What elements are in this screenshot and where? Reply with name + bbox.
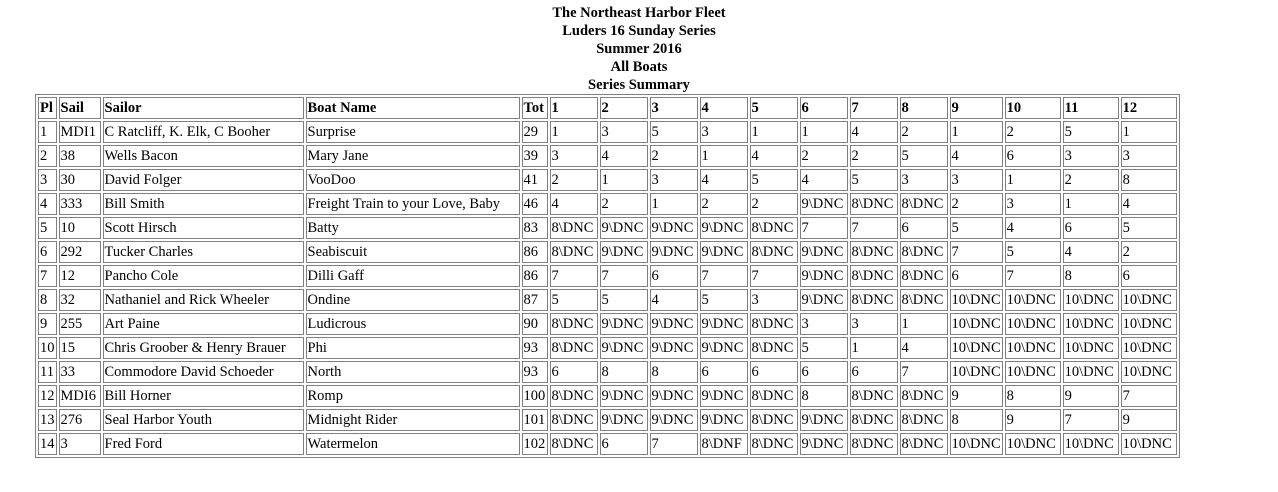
column-header: 8 — [900, 97, 948, 119]
table-cell: 2 — [700, 193, 748, 215]
table-cell: 4 — [750, 145, 798, 167]
table-cell: 9\DNC — [600, 337, 648, 359]
table-cell: 7 — [38, 265, 57, 287]
table-cell: 7 — [1005, 265, 1061, 287]
table-cell: 9\DNC — [600, 313, 648, 335]
table-cell: 3 — [59, 433, 101, 455]
table-cell: 8\DNC — [900, 265, 948, 287]
table-cell: 9\DNC — [800, 409, 848, 431]
table-cell: 10\DNC — [1063, 361, 1119, 383]
table-cell: 6 — [650, 265, 698, 287]
table-cell: 8 — [650, 361, 698, 383]
table-cell: 3 — [1121, 145, 1177, 167]
table-cell: 5 — [1121, 217, 1177, 239]
table-cell: 292 — [59, 241, 101, 263]
table-cell: 2 — [750, 193, 798, 215]
results-table — [35, 94, 1180, 458]
table-cell: 90 — [522, 313, 548, 335]
table-cell: 5 — [750, 169, 798, 191]
table-cell: 2 — [600, 193, 648, 215]
table-cell: 9\DNC — [650, 337, 698, 359]
table-cell: 2 — [1121, 241, 1177, 263]
table-cell: 8\DNC — [750, 217, 798, 239]
table-cell: 8\DNC — [750, 241, 798, 263]
table-cell: 1 — [650, 193, 698, 215]
column-header: Sailor — [103, 97, 304, 119]
table-cell: 8\DNC — [900, 409, 948, 431]
table-cell: 10\DNC — [1121, 313, 1177, 335]
table-row — [38, 361, 1177, 383]
table-cell: 10\DNC — [1063, 337, 1119, 359]
table-cell: 8\DNC — [850, 193, 898, 215]
table-cell: 3 — [700, 121, 748, 143]
table-cell: 6 — [550, 361, 598, 383]
table-row — [38, 145, 1177, 167]
table-cell: Chris Groober & Henry Brauer — [103, 337, 304, 359]
season-title: Summer 2016 — [596, 41, 682, 57]
table-cell: 3 — [750, 289, 798, 311]
table-cell: 9\DNC — [700, 409, 748, 431]
table-cell: 9\DNC — [600, 217, 648, 239]
table-cell: 7 — [1121, 385, 1177, 407]
column-header: 5 — [750, 97, 798, 119]
table-cell: 7 — [850, 217, 898, 239]
column-header: 3 — [650, 97, 698, 119]
table-cell: 3 — [550, 145, 598, 167]
table-cell: 1 — [700, 145, 748, 167]
table-cell: 8\DNC — [850, 265, 898, 287]
table-cell: 2 — [650, 145, 698, 167]
table-cell: 10\DNC — [1063, 289, 1119, 311]
table-row — [38, 241, 1177, 263]
table-cell: 10\DNC — [950, 313, 1003, 335]
table-cell: 1 — [550, 121, 598, 143]
table-cell: 8\DNC — [900, 241, 948, 263]
column-header: 7 — [850, 97, 898, 119]
table-cell: Seabiscuit — [306, 241, 520, 263]
table-cell: Bill Smith — [103, 193, 304, 215]
table-cell: 7 — [650, 433, 698, 455]
table-cell: 6 — [700, 361, 748, 383]
table-cell: Ondine — [306, 289, 520, 311]
table-cell: 9\DNC — [800, 289, 848, 311]
table-cell: 1 — [900, 313, 948, 335]
table-row — [38, 193, 1177, 215]
table-cell: 8\DNC — [900, 385, 948, 407]
table-cell: 10\DNC — [1005, 337, 1061, 359]
table-cell: 8\DNC — [750, 385, 798, 407]
column-header: 1 — [550, 97, 598, 119]
table-row — [38, 265, 1177, 287]
table-cell: 2 — [950, 193, 1003, 215]
table-cell: 32 — [59, 289, 101, 311]
table-cell: Ludicrous — [306, 313, 520, 335]
column-header: Pl — [38, 97, 57, 119]
table-cell: 10\DNC — [1121, 337, 1177, 359]
table-cell: 8\DNC — [750, 433, 798, 455]
table-cell: 5 — [600, 289, 648, 311]
table-cell: 15 — [59, 337, 101, 359]
table-cell: 2 — [900, 121, 948, 143]
column-header: Sail — [59, 97, 101, 119]
table-cell: 102 — [522, 433, 548, 455]
table-cell: 9\DNC — [650, 241, 698, 263]
summary-subtitle: Series Summary — [588, 77, 690, 93]
table-cell: Pancho Cole — [103, 265, 304, 287]
table-cell: 9\DNC — [800, 433, 848, 455]
table-cell: Freight Train to your Love, Baby — [306, 193, 520, 215]
table-cell: 10\DNC — [950, 337, 1003, 359]
table-cell: 5 — [950, 217, 1003, 239]
table-cell: Phi — [306, 337, 520, 359]
table-cell: 9\DNC — [800, 241, 848, 263]
table-cell: 276 — [59, 409, 101, 431]
column-header: Tot — [522, 97, 548, 119]
table-cell: 7 — [750, 265, 798, 287]
table-cell: Commodore David Schoeder — [103, 361, 304, 383]
table-cell: 8\DNC — [900, 433, 948, 455]
table-cell: 7 — [900, 361, 948, 383]
column-header: 4 — [700, 97, 748, 119]
table-cell: 6 — [800, 361, 848, 383]
table-row — [38, 385, 1177, 407]
table-cell: 333 — [59, 193, 101, 215]
column-header: 9 — [950, 97, 1003, 119]
table-cell: 8\DNC — [850, 241, 898, 263]
table-cell: 10 — [59, 217, 101, 239]
table-cell: 41 — [522, 169, 548, 191]
table-cell: C Ratcliff, K. Elk, C Booher — [103, 121, 304, 143]
table-cell: 3 — [600, 121, 648, 143]
page-header — [0, 0, 1278, 94]
table-cell: Art Paine — [103, 313, 304, 335]
table-cell: 8 — [600, 361, 648, 383]
table-cell: 1 — [850, 337, 898, 359]
table-cell: 8\DNC — [850, 409, 898, 431]
table-cell: 8\DNC — [850, 385, 898, 407]
table-cell: Tucker Charles — [103, 241, 304, 263]
table-cell: 5 — [1005, 241, 1061, 263]
table-header-row — [38, 97, 1177, 119]
table-cell: 10\DNC — [950, 361, 1003, 383]
table-cell: 4 — [600, 145, 648, 167]
table-cell: 3 — [950, 169, 1003, 191]
table-cell: 10\DNC — [1005, 313, 1061, 335]
table-cell: 4 — [1121, 193, 1177, 215]
table-cell: 3 — [650, 169, 698, 191]
table-cell: Seal Harbor Youth — [103, 409, 304, 431]
table-cell: 93 — [522, 337, 548, 359]
table-cell: 101 — [522, 409, 548, 431]
table-cell: 1 — [750, 121, 798, 143]
table-cell: 1 — [1063, 193, 1119, 215]
table-cell: Scott Hirsch — [103, 217, 304, 239]
table-cell: 5 — [850, 169, 898, 191]
table-cell: MDI6 — [59, 385, 101, 407]
table-cell: 10\DNC — [1005, 433, 1061, 455]
table-cell: 4 — [900, 337, 948, 359]
table-cell: Romp — [306, 385, 520, 407]
table-cell: 8\DNC — [850, 433, 898, 455]
table-cell: 87 — [522, 289, 548, 311]
table-cell: 2 — [550, 169, 598, 191]
table-cell: 39 — [522, 145, 548, 167]
table-cell: 8 — [38, 289, 57, 311]
table-cell: 4 — [950, 145, 1003, 167]
table-cell: 8\DNC — [850, 289, 898, 311]
table-cell: 93 — [522, 361, 548, 383]
table-cell: 38 — [59, 145, 101, 167]
table-cell: 12 — [38, 385, 57, 407]
table-row — [38, 169, 1177, 191]
table-cell: 1 — [1005, 169, 1061, 191]
table-cell: 2 — [1063, 169, 1119, 191]
table-cell: 8\DNC — [550, 241, 598, 263]
boats-subtitle: All Boats — [610, 59, 668, 75]
table-cell: 9\DNC — [600, 241, 648, 263]
table-cell: 10\DNC — [1121, 433, 1177, 455]
table-cell: 5 — [550, 289, 598, 311]
column-header: Boat Name — [306, 97, 520, 119]
table-cell: 4 — [650, 289, 698, 311]
table-cell: 10\DNC — [1063, 313, 1119, 335]
table-cell: North — [306, 361, 520, 383]
table-cell: 3 — [1063, 145, 1119, 167]
table-cell: 14 — [38, 433, 57, 455]
table-cell: 9\DNC — [700, 337, 748, 359]
table-cell: 8\DNC — [550, 313, 598, 335]
table-cell: 1 — [600, 169, 648, 191]
table-cell: 7 — [800, 217, 848, 239]
series-title: Luders 16 Sunday Series — [562, 23, 716, 39]
table-cell: 10\DNC — [1005, 289, 1061, 311]
table-cell: 6 — [38, 241, 57, 263]
table-cell: 8\DNC — [750, 337, 798, 359]
table-cell: 9\DNC — [600, 385, 648, 407]
table-cell: Fred Ford — [103, 433, 304, 455]
table-row — [38, 313, 1177, 335]
table-cell: 10\DNC — [950, 433, 1003, 455]
table-cell: 2 — [850, 145, 898, 167]
column-header: 2 — [600, 97, 648, 119]
table-row — [38, 409, 1177, 431]
table-row — [38, 217, 1177, 239]
table-cell: 7 — [700, 265, 748, 287]
table-cell: 10 — [38, 337, 57, 359]
table-cell: 9\DNC — [700, 241, 748, 263]
table-cell: 7 — [950, 241, 1003, 263]
table-cell: 8 — [1121, 169, 1177, 191]
table-cell: 10\DNC — [950, 289, 1003, 311]
table-cell: 10\DNC — [1005, 361, 1061, 383]
table-cell: 9 — [1005, 409, 1061, 431]
table-cell: 4 — [800, 169, 848, 191]
table-cell: 5 — [38, 217, 57, 239]
table-cell: 255 — [59, 313, 101, 335]
table-cell: 9 — [1063, 385, 1119, 407]
table-cell: 11 — [38, 361, 57, 383]
table-cell: 5 — [1063, 121, 1119, 143]
table-row — [38, 433, 1177, 455]
table-cell: 9 — [950, 385, 1003, 407]
table-cell: 10\DNC — [1121, 289, 1177, 311]
table-cell: 3 — [1005, 193, 1061, 215]
table-cell: 6 — [1005, 145, 1061, 167]
table-cell: VooDoo — [306, 169, 520, 191]
table-cell: 8\DNC — [750, 409, 798, 431]
table-cell: 100 — [522, 385, 548, 407]
table-cell: 30 — [59, 169, 101, 191]
table-row — [38, 337, 1177, 359]
table-cell: 9\DNC — [700, 217, 748, 239]
table-cell: 4 — [700, 169, 748, 191]
table-cell: 8 — [800, 385, 848, 407]
table-cell: 10\DNC — [1063, 433, 1119, 455]
table-cell: 4 — [1005, 217, 1061, 239]
table-cell: 9\DNC — [600, 409, 648, 431]
table-cell: 6 — [600, 433, 648, 455]
fleet-title: The Northeast Harbor Fleet — [552, 5, 726, 21]
table-cell: 9 — [1121, 409, 1177, 431]
table-cell: 1 — [800, 121, 848, 143]
table-cell: 4 — [38, 193, 57, 215]
table-cell: 8\DNC — [550, 385, 598, 407]
table-cell: 8\DNC — [550, 337, 598, 359]
table-cell: 6 — [750, 361, 798, 383]
table-cell: 9\DNC — [800, 265, 848, 287]
table-cell: 5 — [700, 289, 748, 311]
table-cell: 33 — [59, 361, 101, 383]
table-cell: 6 — [1121, 265, 1177, 287]
table-cell: 9\DNC — [650, 313, 698, 335]
table-cell: David Folger — [103, 169, 304, 191]
table-cell: 8\DNC — [550, 217, 598, 239]
table-cell: 4 — [850, 121, 898, 143]
table-cell: Bill Horner — [103, 385, 304, 407]
table-cell: 86 — [522, 265, 548, 287]
table-cell: 13 — [38, 409, 57, 431]
table-cell: 8\DNC — [900, 289, 948, 311]
table-cell: 10\DNC — [1121, 361, 1177, 383]
table-cell: 9\DNC — [700, 385, 748, 407]
table-cell: 8\DNC — [900, 193, 948, 215]
table-cell: 8 — [1063, 265, 1119, 287]
table-cell: 9 — [38, 313, 57, 335]
table-cell: Batty — [306, 217, 520, 239]
table-cell: 3 — [850, 313, 898, 335]
table-cell: 5 — [900, 145, 948, 167]
table-cell: 2 — [1005, 121, 1061, 143]
table-cell: 3 — [800, 313, 848, 335]
table-cell: 9\DNC — [650, 409, 698, 431]
column-header: 10 — [1005, 97, 1061, 119]
table-cell: Nathaniel and Rick Wheeler — [103, 289, 304, 311]
table-cell: 5 — [800, 337, 848, 359]
table-cell: 1 — [1121, 121, 1177, 143]
table-cell: 6 — [900, 217, 948, 239]
table-cell: 4 — [1063, 241, 1119, 263]
table-cell: 3 — [38, 169, 57, 191]
table-cell: 2 — [800, 145, 848, 167]
table-cell: 7 — [1063, 409, 1119, 431]
table-cell: 29 — [522, 121, 548, 143]
column-header: 6 — [800, 97, 848, 119]
table-row — [38, 121, 1177, 143]
table-cell: 9\DNC — [700, 313, 748, 335]
table-cell: Midnight Rider — [306, 409, 520, 431]
table-cell: 2 — [38, 145, 57, 167]
table-cell: 83 — [522, 217, 548, 239]
table-cell: 1 — [950, 121, 1003, 143]
table-cell: 1 — [38, 121, 57, 143]
table-cell: MDI1 — [59, 121, 101, 143]
table-cell: Mary Jane — [306, 145, 520, 167]
table-cell: 12 — [59, 265, 101, 287]
table-cell: 8\DNC — [550, 433, 598, 455]
table-row — [38, 289, 1177, 311]
table-cell: 7 — [550, 265, 598, 287]
table-cell: 6 — [850, 361, 898, 383]
table-cell: 6 — [1063, 217, 1119, 239]
table-cell: 9\DNC — [650, 385, 698, 407]
table-cell: Surprise — [306, 121, 520, 143]
column-header: 12 — [1121, 97, 1177, 119]
table-cell: 8 — [950, 409, 1003, 431]
table-cell: 8 — [1005, 385, 1061, 407]
table-cell: 8\DNC — [550, 409, 598, 431]
table-cell: 4 — [550, 193, 598, 215]
table-cell: 86 — [522, 241, 548, 263]
table-cell: 6 — [950, 265, 1003, 287]
table-cell: 8\DNC — [750, 313, 798, 335]
table-cell: Wells Bacon — [103, 145, 304, 167]
table-cell: 8\DNF — [700, 433, 748, 455]
table-cell: 46 — [522, 193, 548, 215]
table-cell: 5 — [650, 121, 698, 143]
table-cell: 9\DNC — [650, 217, 698, 239]
table-cell: Dilli Gaff — [306, 265, 520, 287]
table-cell: 3 — [900, 169, 948, 191]
column-header: 11 — [1063, 97, 1119, 119]
table-cell: Watermelon — [306, 433, 520, 455]
table-cell: 7 — [600, 265, 648, 287]
table-cell: 9\DNC — [800, 193, 848, 215]
